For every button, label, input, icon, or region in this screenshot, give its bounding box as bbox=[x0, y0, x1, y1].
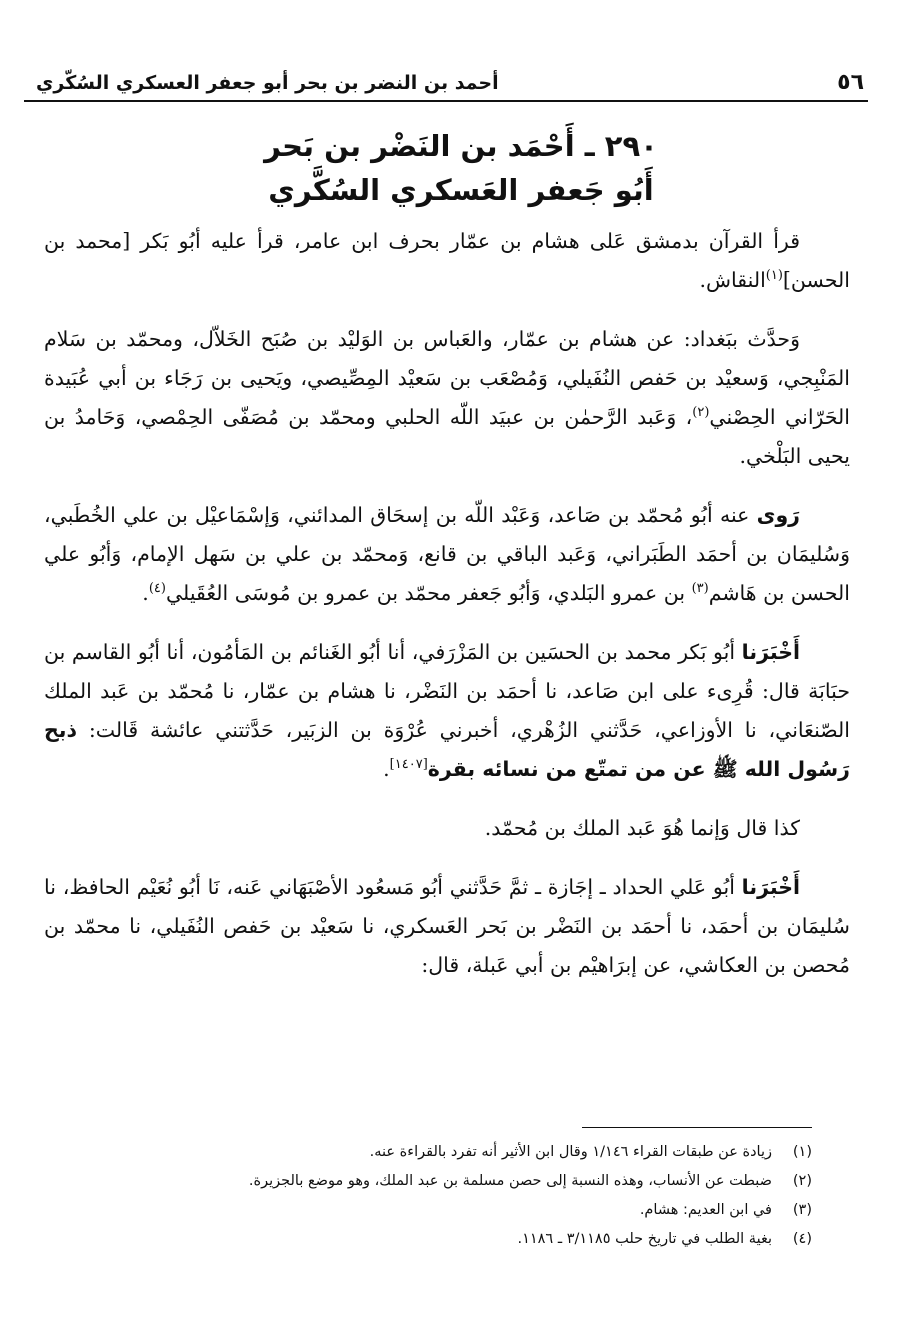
footnote-number: (١) bbox=[792, 1144, 812, 1160]
paragraph-teachers bbox=[44, 320, 850, 476]
footnote-text: بغية الطلب في تاريخ حلب ٣/١١٨٥ ـ ١١٨٦. bbox=[517, 1231, 772, 1247]
paragraph-text-continued: ، وَعَبد الرَّحمٰن بن عبيَد اللّه الحلبي ومحمّد بن مُصَفّى الحِمْصي، وَحَامدُ بن يحيى البَلْخي. bbox=[44, 405, 850, 468]
page-number: ٥٦ bbox=[837, 70, 864, 95]
paragraph-lead-word: أَخْبَرَنا bbox=[741, 640, 800, 664]
paragraph-text: كذا قال وَإنما هُوَ عَبد الملك بن مُحمّد. bbox=[484, 816, 800, 840]
footnote-ref-1: (١) bbox=[765, 268, 783, 284]
entry-title-line-2: أَبُو جَعفر العَسكري السُكَّري bbox=[268, 173, 654, 207]
footnote bbox=[60, 1196, 812, 1225]
footnote-ref-4: (٤) bbox=[148, 581, 166, 597]
header-rule bbox=[24, 100, 868, 102]
entry-title bbox=[60, 124, 862, 212]
running-title: أحمد بن النضر بن بحر أبو جعفر العسكري السُكّري bbox=[36, 72, 499, 94]
page-header bbox=[36, 60, 864, 98]
footnote-text: زيادة عن طبقات القراء ١/١٤٦ وقال ابن الأثير أنه تفرد بالقراءة عنه. bbox=[369, 1144, 772, 1160]
footnote-number: (٢) bbox=[792, 1173, 812, 1189]
footnote-ref-3: (٣) bbox=[691, 581, 709, 597]
paragraph-hadith-1 bbox=[44, 633, 850, 789]
footnote bbox=[60, 1138, 812, 1167]
entry-title-line-1: ٢٩٠ ـ أَحْمَد بن النَضْر بن بَحر bbox=[264, 129, 658, 163]
paragraph-note bbox=[44, 809, 850, 848]
footnote-separator bbox=[582, 1127, 812, 1128]
footnote-text: في ابن العديم: هشام. bbox=[639, 1202, 772, 1218]
paragraph-text: قرأ القرآن بدمشق عَلى هشام بن عمّار بحرف ابن عامر، قرأ عليه أبُو بَكر [محمد بن الحسن] bbox=[44, 229, 850, 292]
paragraph-recitation bbox=[44, 222, 850, 300]
footnotes bbox=[60, 1138, 812, 1254]
paragraph-hadith-2 bbox=[44, 868, 850, 985]
paragraph-text: أبُو بَكر محمد بن الحسَين بن المَزْرَفي، أنا أبُو الغَنائم بن المَأمُون، أنا أبُو القاسم بن حبَابَة قال: قُرِىء على ابن صَاعد، نا أحمَد بن النَضْر، نا هشام بن عمّار، نا مُحمّد بن عَبد الملك الصّنعَاني، نا الأوزاعي، حَدَّثني الزُهْري، أخبرني عُرْوَة بن الزبَير، حَدَّثتني عائشة قَالت: bbox=[44, 640, 850, 742]
footnote bbox=[60, 1167, 812, 1196]
footnote bbox=[60, 1225, 812, 1254]
paragraph-students bbox=[44, 496, 850, 613]
footnote-number: (٣) bbox=[792, 1202, 812, 1218]
paragraph-text: وَحدَّث ببَغداد: عن هشام بن عمّار، والعَباس بن الوَليْد بن صُبَح الخَلاّل، ومحمّد بن سَلام المَنْبِجي، وَسعيْد بن حَفص النُفَيلي، وَمُصْعَب بن سَعيْد المِصِّيصي، ويَحيى بن رَجَاء بن أبي عُبَيدة الحَرّاني الحِصْني bbox=[44, 327, 850, 429]
paragraph-text: أبُو عَلي الحداد ـ إجَازة ـ ثمَّ حَدَّثني أبُو مَسعُود الأصْبَهَاني عَنه، نَا أبُو نُعَيْم الحافظ، نا سُليمَان بن أحمَد، نا أحمَد بن النَضْر بن بَحر العَسكري، نا سَعيْد بن حَفص النُفَيلي، نا محمّد بن مُحصن بن العكاشي، عن إبرَاهيْم بن أبي عَبلة، قال: bbox=[44, 875, 850, 977]
body-text bbox=[44, 222, 850, 1005]
footnote-ref-2: (٢) bbox=[692, 405, 710, 421]
paragraph-text-continued: بن عمرو البَلدي، وَأبُو جَعفر محمّد بن عمرو بن مُوسَى العُقَيلي bbox=[165, 581, 686, 605]
hadith-number: [١٤٠٧] bbox=[389, 757, 428, 773]
paragraph-lead-word: أَخْبَرَنا bbox=[741, 875, 800, 899]
footnote-number: (٤) bbox=[792, 1231, 812, 1247]
hadith-text: ذبح رَسُول الله ﷺ عن من تمتّع من نسائه بقرة bbox=[44, 718, 850, 781]
paragraph-text: عنه أبُو مُحمّد بن صَاعد، وَعَبْد اللّه بن إسحَاق المدائني، وَإسْمَاعيْل بن علي الخُطَبي، وَسُليمَان بن أحمَد الطَبَراني، وَعَبد الباقي بن قانع، وَمحمّد بن علي بن سَهل الإمام، وَأبُو علي الحسن بن هَاشم bbox=[44, 503, 850, 605]
paragraph-text-end: . bbox=[142, 581, 149, 605]
paragraph-text-end: النقاش. bbox=[699, 268, 766, 292]
paragraph-lead-word: رَوى bbox=[756, 503, 800, 527]
paragraph-text-end: . bbox=[383, 757, 390, 781]
footnote-text: ضبطت عن الأنساب، وهذه النسبة إلى حصن مسلمة بن عبد الملك، وهو موضع بالجزيرة. bbox=[248, 1173, 772, 1189]
